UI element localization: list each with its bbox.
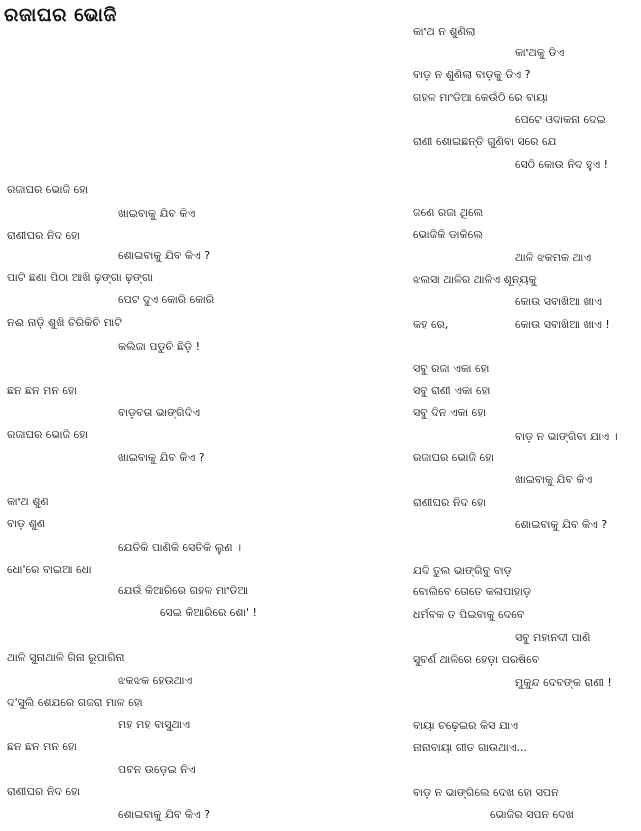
right-line-02: କାଂଥକୁ ଡିଏ [515, 46, 565, 59]
left-line-16: ଧୋ'ରେ ବାଇଆ ଧୋ [7, 563, 92, 576]
right-line-23: ଯଦି ତୁଲ ଭାଙ୍ଗିବୁ ବାଡ଼ [413, 564, 512, 577]
left-line-23: ଛନ ଛନ ମନ ହୋ [7, 740, 77, 753]
right-line-30: ନାନାବାୟା ଗୀତ ଗାଉଥାଏ... [413, 741, 528, 754]
right-line-12: କୋଉ ସବାଖିଆ ଖାଏ [515, 295, 602, 308]
right-line-13: କହ ରେ, [413, 318, 449, 331]
left-line-10: ବାଡ଼ବତା ଭାଙ୍ଗିଦିଏ [118, 406, 200, 419]
right-line-11: ଝଲସା ଥାଳିର ଥାଳିଏ ଶୂନ୍ୟକୁ [413, 273, 537, 286]
right-line-14: କୋଉ ସବାଖିଆ ଖାଏ ! [515, 318, 610, 331]
right-line-21: ରାଣୀଘର ନିଦ ହୋ [413, 496, 486, 509]
left-line-26: ଶୋଇବାକୁ ଯିବ କିଏ ? [118, 808, 211, 821]
right-line-25: ଧର୍ମବକ ତ ପିଇବାକୁ ଦେବେ [413, 608, 525, 621]
left-line-21: ଦ'ସୁଲି ଶେଯରେ ଗଜରା ମାଳ ହୋ [7, 696, 143, 709]
right-line-03: ବାଡ଼ ନ ଶୁଣିଲା ବାଡ଼କୁ ଡିଏ ? [413, 68, 531, 81]
left-line-17: ଯେଉଁ କିଆରିରେ ଗହଳ ମାଂଡିଆ [118, 584, 249, 597]
left-line-07: ନଈ ନାଡ଼ି ଶୁଖି ଚିରିକିଚି ମାଟି [7, 316, 122, 329]
right-line-10: ଥାଳି ଝକମକ ଥାଏ [515, 251, 592, 264]
left-line-12: ଖାଇବାକୁ ଯିବ କିଏ ? [118, 451, 205, 464]
left-line-22: ମହ ମହ ବାସୁଥାଏ [118, 718, 190, 731]
right-line-22: ଶୋଇବାକୁ ଯିବ କିଏ ? [515, 518, 608, 531]
left-line-11: ରଜାଘର ଭୋଜି ହୋ [7, 428, 89, 441]
right-line-05: ପେଟେ ଓଦାକନା ଦେଇ [515, 113, 606, 126]
left-line-03: ରାଣୀଘର ନିଦ ହୋ [7, 229, 80, 242]
left-line-13: କାଂଥ ଶୁଣ [7, 495, 49, 508]
right-line-18: ବାଡ଼ ନ ଭାଙ୍ଗିବା ଯାଏ । [515, 430, 618, 443]
right-line-20: ଖାଇବାକୁ ଯିବ କିଏ [515, 473, 593, 486]
right-line-32: ଭୋଜିର ସପନ ଦେଖ [490, 808, 574, 821]
right-line-29: ବାୟା ଚଢ଼େଇର କିସ ଯାଏ [413, 719, 518, 732]
left-line-01: ରଜାଘର ଭୋଜି ହୋ [7, 183, 89, 196]
right-line-16: ସବୁ ରାଣୀ ଏକା ହୋ [413, 384, 491, 397]
left-line-09: ଛନ ଛନ ମନ ହୋ [7, 384, 77, 397]
left-line-24: ପବନ ଉଡ଼େଇ ନିଏ [118, 763, 196, 776]
left-line-08: କଲିଜା ପଡୁଚି ଛିଡ଼ି ! [118, 340, 201, 353]
left-line-04: ଶୋଇବାକୁ ଯିବ କିଏ ? [118, 249, 211, 262]
left-line-14: ବାଡ଼ ଶୁଣ [7, 517, 46, 530]
left-line-02: ଖାଇବାକୁ ଯିବ କିଏ [118, 207, 196, 220]
left-line-20: ଝକଝକ ହେଉଥାଏ [118, 674, 193, 687]
left-line-19: ଥାଳି ସୁନାଥାଳି ଗିନା ରୂପାଗିନା [7, 651, 125, 664]
right-line-27: ସୁବର୍ଣ ଥାଳିରେ ହେଡ଼ା ପରଷିବେ [413, 653, 540, 666]
right-line-08: ଜଣେ ରଜା ଥିଲେ [413, 206, 484, 219]
left-line-06: ପେଟ ଦୁଏ କୋରି କୋରି [118, 293, 215, 306]
right-line-04: ଗହଳ ମାଂଡିଆ କେଉଁଠି ରେ ବାୟା [413, 91, 548, 104]
right-line-19: ରଜାଘର ଭୋଜି ହୋ [413, 451, 495, 464]
right-line-09: ଭୋଜିକି ଡାକିଲେ [413, 228, 483, 241]
right-line-28: ମୁକୁନ୍ଦ ଦେବଙ୍କ ରାଣୀ ! [515, 676, 612, 689]
right-line-15: ସବୁ ରଜା ଏକା ହୋ [413, 362, 490, 375]
poem-title: ରଜାଘର ଭୋଜି [4, 4, 118, 26]
right-line-31: ବାଡ଼ ନ ଭାଙ୍ଗିଲେ ଦେଖ ହୋ ସପନ [413, 786, 559, 799]
left-line-15: ଯେତିକି ପାଣିକି ସେତିକି ଲୁଣ । [118, 541, 242, 554]
right-line-17: ସବୁ ଦିନ ଏକା ହୋ [413, 406, 487, 419]
left-line-05: ପାଟି ଛଣା ପିଠା ଆଖି ଢ଼ଙ୍ଗା ଢ଼ଙ୍ଗା [7, 271, 153, 284]
left-line-25: ରାଣୀଘର ନିଦ ହୋ [7, 785, 80, 798]
right-line-24: ବୋଲିବେ ତୋତେ କଳାପାହାଡ଼ [413, 585, 531, 598]
right-line-01: କାଂଥ ନ ଶୁଣିଲା [413, 25, 476, 38]
right-line-06: ରାଣୀ ଶୋଇଛନ୍ତି ଗୁଣିବା ସରେ ଯେ [413, 135, 557, 148]
right-line-07: ସେଠି କୋଉ ନିଦ ହୁଏ ! [515, 158, 609, 171]
right-line-26: ସବୁ ମହାନଦୀ ପାଣି [515, 631, 591, 644]
left-line-18: ସେଇ କିଆରିରେ ଶୋ' ! [160, 606, 257, 619]
